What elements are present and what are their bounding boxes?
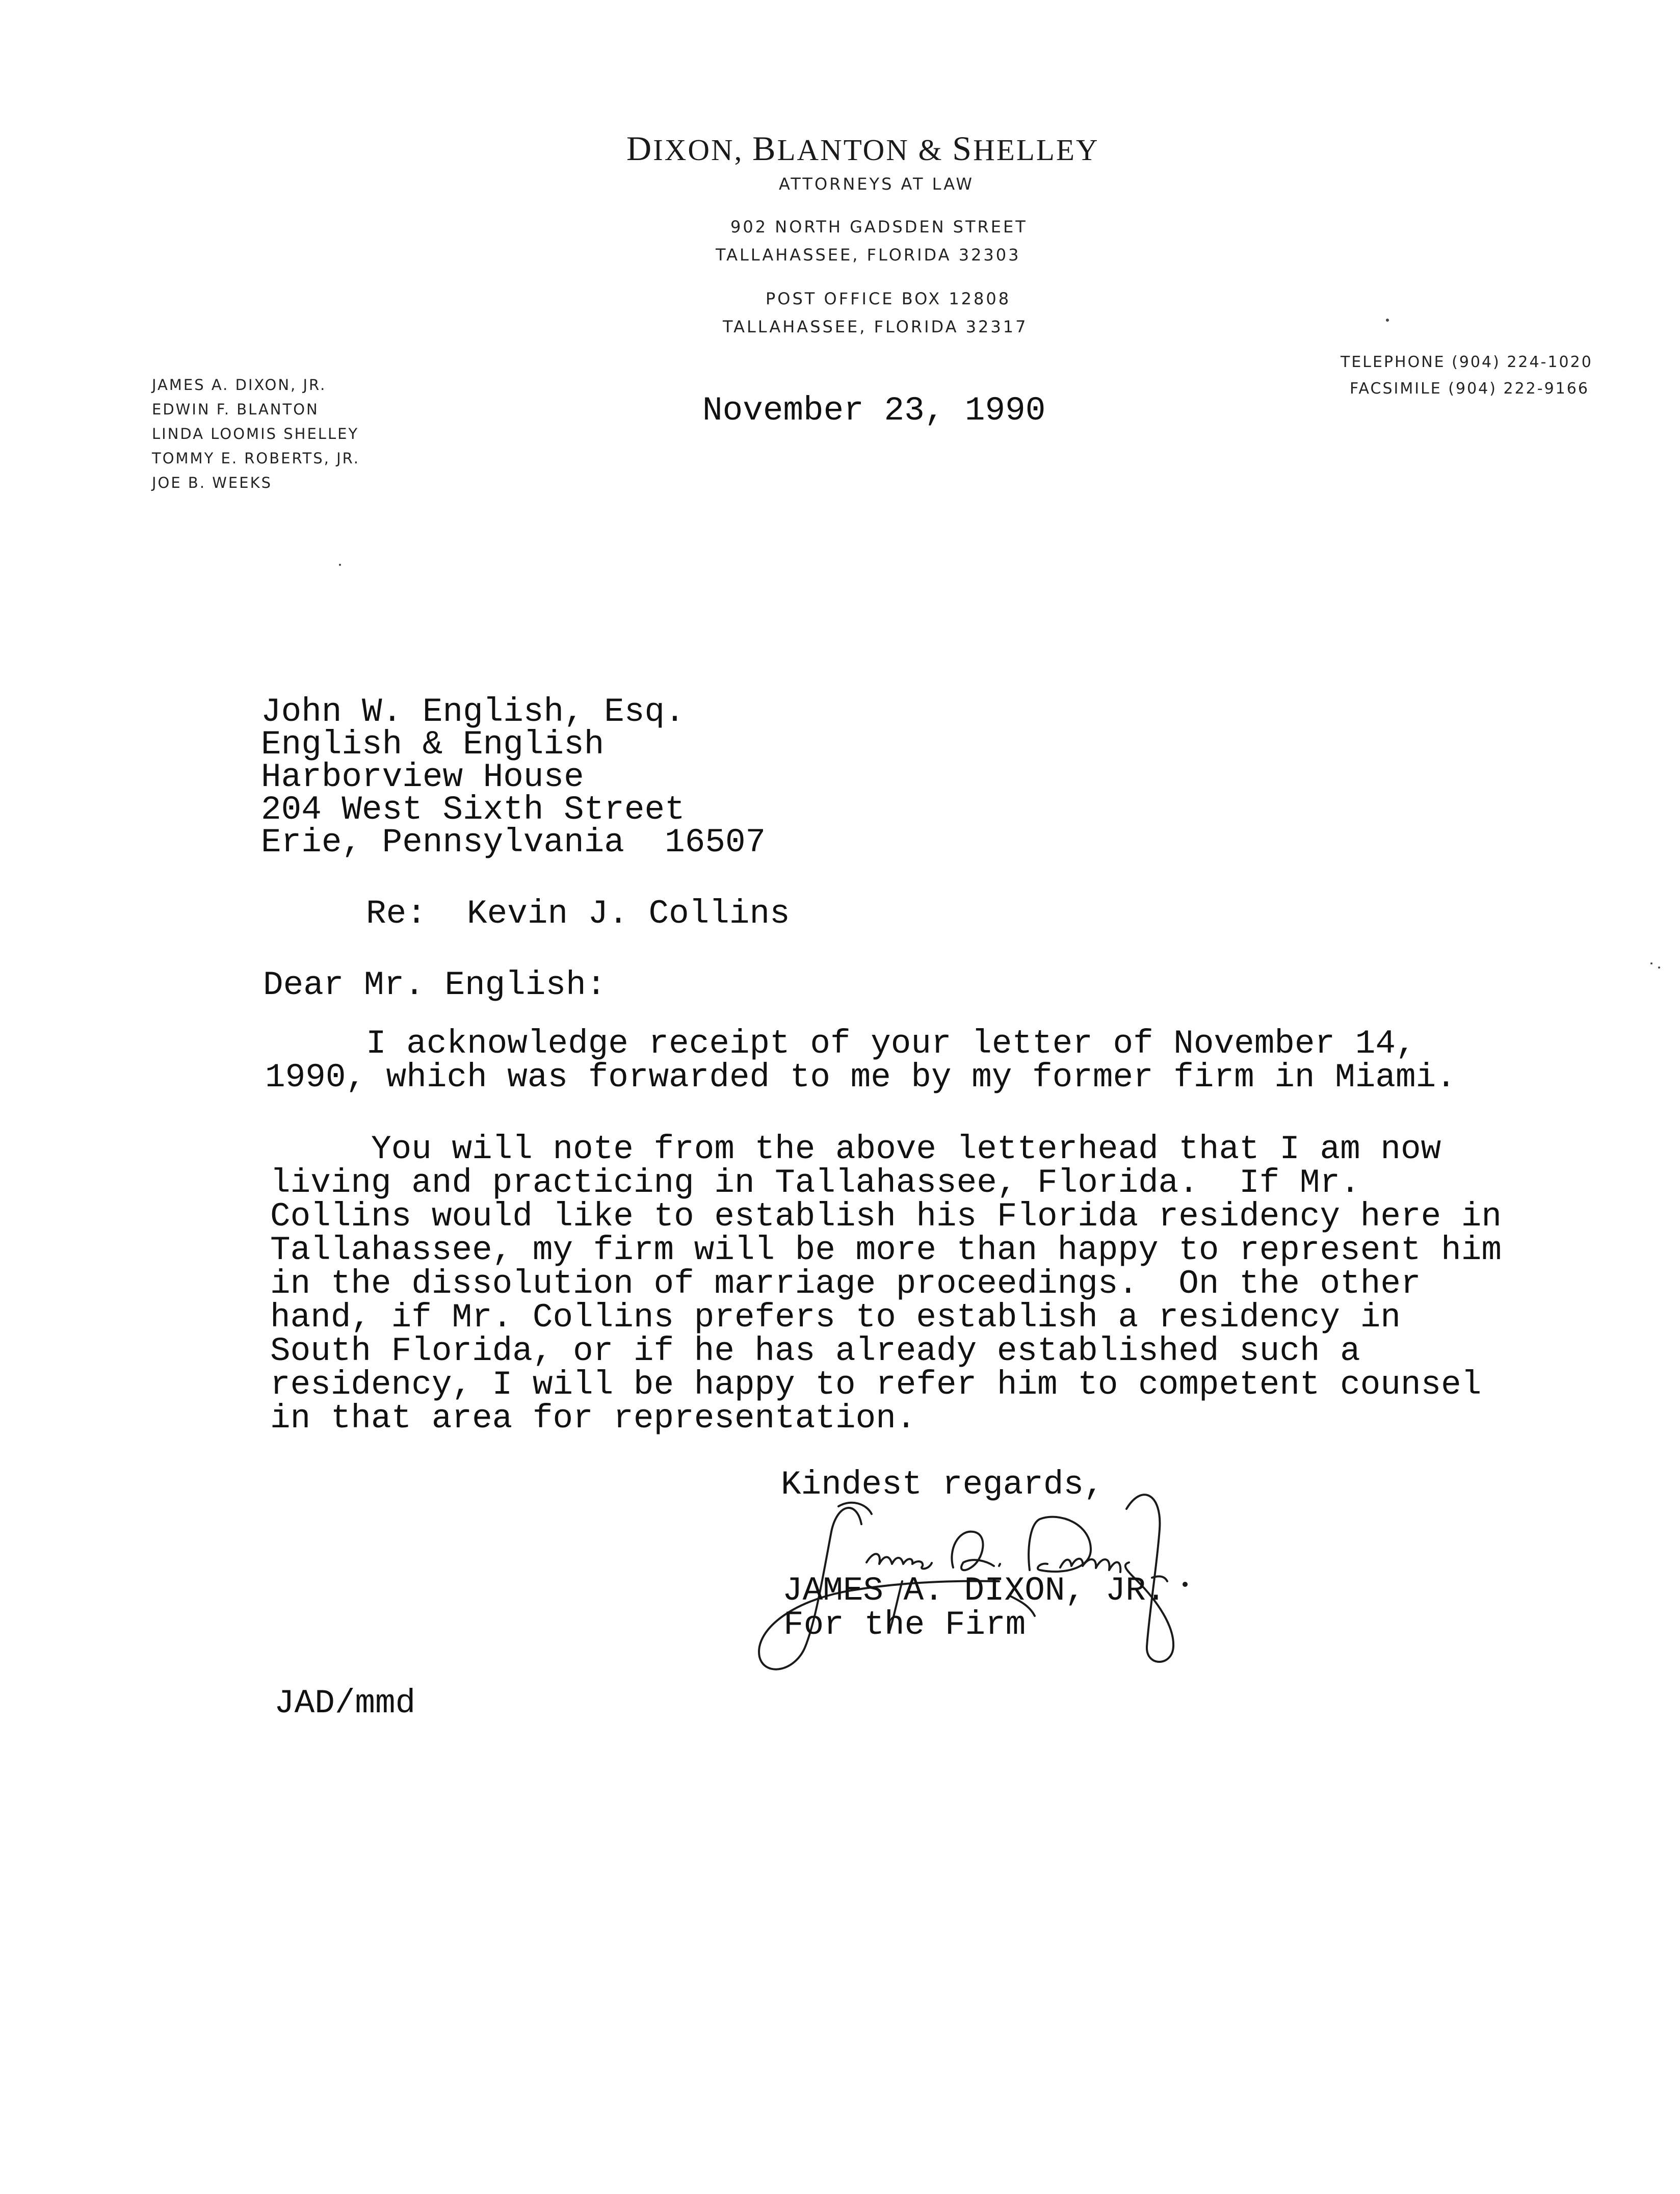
street-address: 902 NORTH GADSDEN STREET [730,217,1028,237]
attorney-name: EDWIN F. BLANTON [152,401,319,418]
attorney-list [152,373,360,495]
firm-name-initial-b: B [752,129,777,168]
body-line: Tallahassee, my firm will be more than happy to represent him [270,1231,1502,1269]
recipient-address [261,693,766,861]
recipient-line: Erie, Pennsylvania 16507 [261,823,766,861]
signer-name: JAMES A. DIXON, JR. [782,1572,1166,1610]
recipient-line: Harborview House [261,758,584,796]
facsimile-number: FACSIMILE (904) 222-9166 [1350,380,1589,398]
body-line: residency, I will be happy to refer him to competent counsel [270,1366,1482,1404]
body-paragraph-2 [270,1130,1502,1438]
attorney-name: LINDA LOOMIS SHELLEY [152,425,359,442]
firm-name-initial-d: D [626,129,653,168]
body-line: hand, if Mr. Collins prefers to establish a residency in [270,1298,1401,1337]
po-city: TALLAHASSEE, FLORIDA 32317 [723,317,1028,336]
body-line: in that area for representation. [270,1399,916,1438]
closing: Kindest regards, [781,1466,1104,1504]
subject-line: Re: Kevin J. Collins [366,895,790,933]
firm-tagline: ATTORNEYS AT LAW [779,174,975,194]
body-line: You will note from the above letterhead that I am now [270,1130,1441,1168]
body-line: living and practicing in Tallahassee, Florida. If Mr. [270,1164,1360,1202]
body-line: South Florida, or if he has already established such a [270,1332,1360,1370]
body-paragraph-1 [265,1027,1456,1094]
firm-name [626,128,1099,169]
body-line: Collins would like to establish his Florida residency here in [270,1197,1502,1236]
attorney-name: TOMMY E. ROBERTS, JR. [152,450,360,467]
po-box: POST OFFICE BOX 12808 [766,289,1011,308]
handwritten-signature [734,1448,1213,1682]
firm-name-part-dixon: IXON, [653,133,753,167]
attorney-name: JOE B. WEEKS [152,474,272,491]
firm-name-part-shelley: HELLEY [973,133,1099,167]
recipient-line: English & English [261,725,605,764]
body-line: in the dissolution of marriage proceedings. On the other [270,1265,1421,1303]
reference-initials: JAD/mmd [274,1684,416,1722]
body-line: I acknowledge receipt of your letter of November 14, [265,1025,1416,1063]
letter-date: November 23, 1990 [702,391,1046,430]
firm-name-part-blanton: LANTON & [777,133,953,167]
signer-title: For the Firm [783,1606,1026,1644]
street-city: TALLAHASSEE, FLORIDA 32303 [716,245,1021,265]
salutation: Dear Mr. English: [263,966,607,1004]
recipient-line: John W. English, Esq. [261,693,685,731]
attorney-name: JAMES A. DIXON, JR. [152,376,327,394]
telephone-number: TELEPHONE (904) 224-1020 [1341,353,1593,371]
contact-block [1341,349,1593,402]
recipient-line: 204 West Sixth Street [261,791,685,829]
firm-name-initial-s: S [952,129,974,168]
body-line: 1990, which was forwarded to me by my former firm in Miami. [265,1058,1456,1096]
